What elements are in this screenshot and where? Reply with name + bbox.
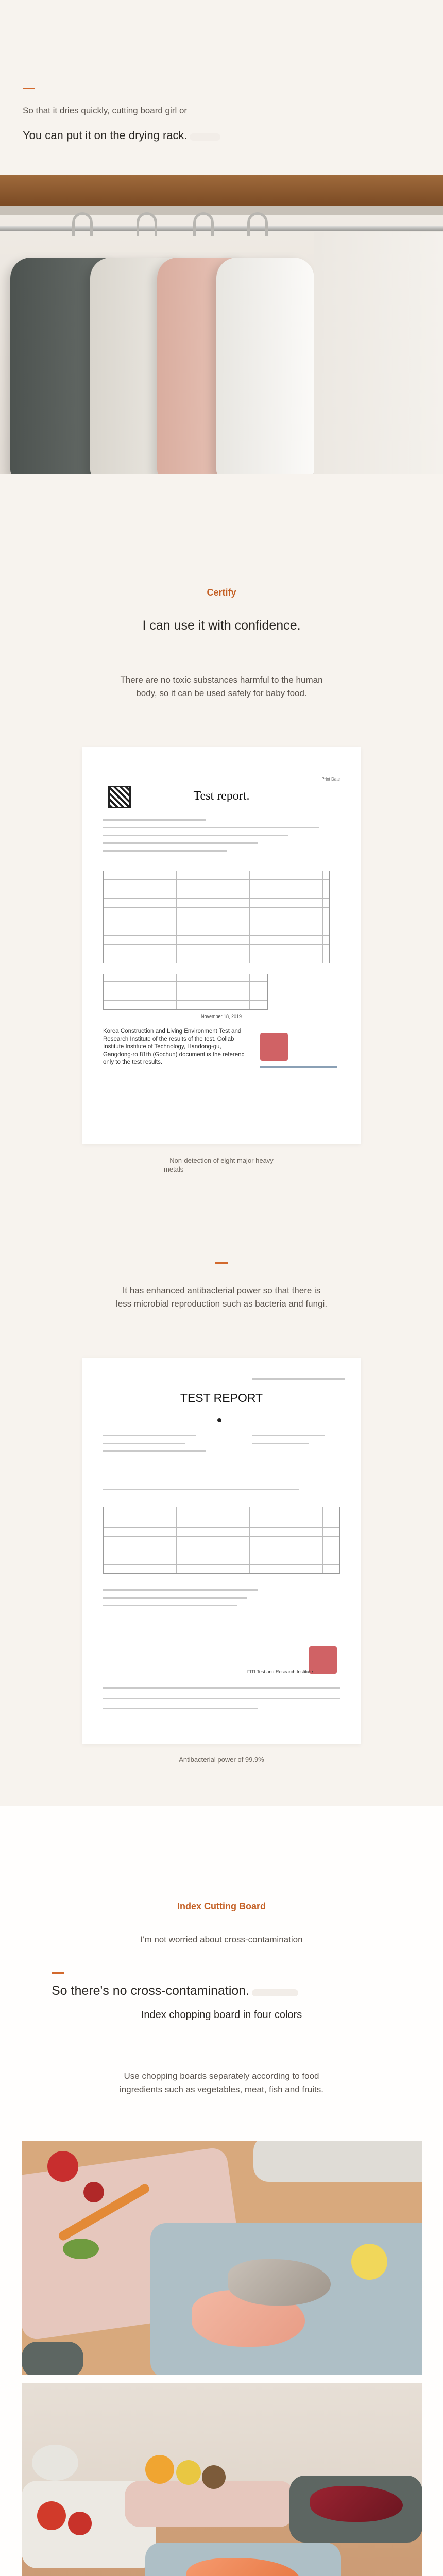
accent-line bbox=[23, 88, 35, 89]
lemon-icon bbox=[176, 2460, 201, 2485]
kiwi-icon bbox=[202, 2465, 226, 2489]
text-line bbox=[103, 1589, 258, 1591]
test-report-document bbox=[82, 747, 361, 1144]
report2-caption: Antibacterial power of 99.9% bbox=[179, 1756, 264, 1764]
tomato-icon bbox=[47, 2151, 78, 2182]
index-sub: I'm not worried about cross-contamination bbox=[140, 1935, 303, 1944]
hook-icon bbox=[137, 212, 157, 236]
report1-caption: Non-detection of eight major heavy metals bbox=[164, 1157, 274, 1173]
tomato-icon bbox=[83, 2182, 104, 2202]
gray-board-edge bbox=[22, 2342, 83, 2375]
antibacterial-test-report bbox=[82, 1358, 361, 1744]
hook-icon bbox=[193, 212, 214, 236]
intro-line-1: So that it dries quickly, cutting board girl or bbox=[23, 106, 188, 115]
certify-kicker: Certify bbox=[207, 587, 236, 598]
tomato-icon bbox=[37, 2501, 66, 2530]
results-table bbox=[103, 1507, 340, 1574]
drying-rack-photo bbox=[0, 175, 443, 474]
institute-name: FITI Test and Research Institute bbox=[247, 1669, 313, 1674]
print-date-label: Print Date bbox=[321, 777, 340, 782]
certify-body: There are no toxic substances harmful to the human body, so it can be used safely for baby food. bbox=[120, 675, 323, 698]
report-title: Test report. bbox=[193, 789, 250, 803]
hanging-rod bbox=[0, 226, 443, 231]
shelf-edge bbox=[0, 206, 443, 215]
text-line bbox=[103, 1443, 185, 1444]
report-date: November 18, 2019 bbox=[201, 1014, 242, 1019]
juicer-icon bbox=[32, 2445, 78, 2481]
text-line bbox=[103, 1450, 206, 1452]
signature-line bbox=[260, 1066, 337, 1068]
text-line bbox=[103, 1687, 340, 1689]
certify-headline: I can use it with confidence. bbox=[142, 618, 301, 633]
orange-icon bbox=[145, 2455, 174, 2484]
blurred-word bbox=[190, 133, 220, 141]
seal-stamp-icon bbox=[309, 1646, 337, 1674]
cutting-board-photo-1 bbox=[22, 2141, 422, 2375]
wall-background bbox=[314, 232, 443, 474]
cutting-board-photo-2 bbox=[22, 2383, 422, 2576]
wood-shelf bbox=[0, 175, 443, 206]
text-line bbox=[103, 827, 319, 828]
cutting-board-white bbox=[216, 258, 314, 474]
text-line bbox=[103, 1605, 237, 1606]
text-line bbox=[103, 1489, 299, 1490]
index-kicker: Index Cutting Board bbox=[177, 1901, 266, 1911]
text-line bbox=[103, 842, 258, 844]
index-body: Use chopping boards separately according to food ingredients such as vegetables, meat, fish and fruits. bbox=[120, 2071, 323, 2094]
text-line bbox=[103, 1597, 247, 1599]
report-paragraph: Korea Construction and Living Environment Test and Research Institute of the results of the test. Collab Institute Institute of Technology, Handong-gu, Gangdong-ro 81th (Gochun) document is the referenc only to the test results. bbox=[103, 1028, 245, 1065]
text-line bbox=[252, 1435, 325, 1436]
blurred-word bbox=[252, 1989, 298, 1996]
seal-stamp-icon bbox=[260, 1033, 288, 1061]
index-sub2: Index chopping board in four colors bbox=[141, 2009, 302, 2021]
antibacterial-body: It has enhanced antibacterial power so that there is less microbial reproduction such as bacteria and fungi. bbox=[115, 1285, 328, 1309]
gray-board bbox=[253, 2141, 422, 2182]
accent-line bbox=[52, 1972, 64, 1974]
text-line bbox=[252, 1443, 309, 1444]
results-table-2 bbox=[103, 974, 268, 1010]
index-headline: So there's no cross-contamination. bbox=[52, 1984, 443, 1998]
report-title: TEST REPORT bbox=[180, 1391, 263, 1404]
hook-icon bbox=[72, 212, 93, 236]
results-table bbox=[103, 871, 330, 963]
hook-icon bbox=[247, 212, 268, 236]
text-line bbox=[103, 835, 288, 836]
dot-icon bbox=[217, 1418, 222, 1422]
header-line bbox=[252, 1378, 345, 1380]
text-line bbox=[103, 1435, 196, 1436]
intro-line-2: You can put it on the drying rack. bbox=[23, 129, 443, 142]
text-line bbox=[103, 1708, 258, 1709]
text-line bbox=[103, 850, 227, 852]
lemon-icon bbox=[351, 2244, 387, 2280]
accent-line bbox=[215, 1262, 228, 1264]
text-line bbox=[103, 1698, 340, 1699]
text-line bbox=[103, 819, 206, 821]
cucumber-icon bbox=[63, 2239, 99, 2259]
tomato-icon bbox=[68, 2512, 92, 2535]
